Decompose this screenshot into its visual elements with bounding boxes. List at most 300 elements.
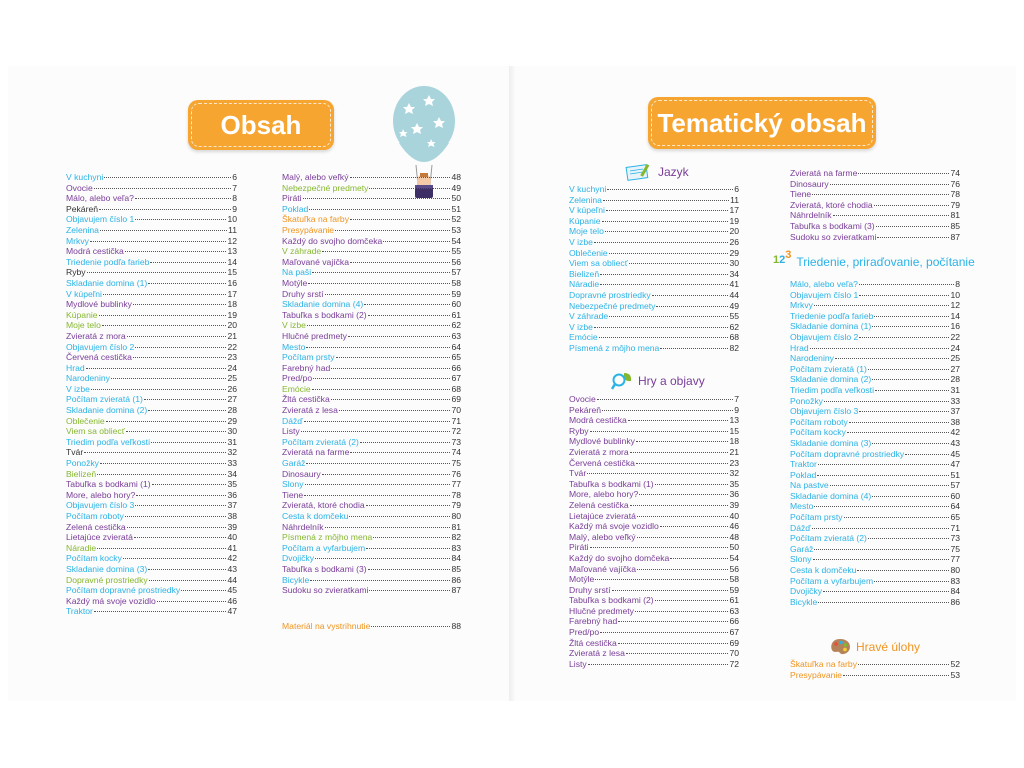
toc-entry-title: Náradie	[66, 542, 97, 553]
left-page	[8, 66, 509, 701]
toc-entry-title: Narodeniny	[66, 373, 110, 384]
toc-entry-page: 56	[729, 563, 739, 574]
toc-entry-title: Na paši	[282, 267, 312, 278]
toc-leader-dots	[157, 601, 227, 602]
toc-leader-dots	[91, 389, 227, 390]
toc-entry	[282, 204, 461, 215]
toc-entry	[66, 532, 237, 543]
toc-leader-dots	[868, 369, 950, 370]
toc-entry	[66, 214, 237, 225]
toc-entry-title: Triedenie podľa farieb	[790, 310, 874, 321]
toc-entry	[790, 523, 960, 534]
toc-entry-page: 6	[734, 184, 739, 194]
magnifier-leaf-icon	[611, 371, 633, 391]
toc-entry-title: Náradie	[569, 279, 600, 290]
toc-leader-dots	[618, 643, 729, 644]
toc-leader-dots	[652, 295, 729, 296]
toc-entry-page: 87	[451, 585, 461, 596]
toc-entry-title: Bielizeň	[66, 468, 97, 479]
toc-entry	[282, 236, 461, 247]
toc-entry	[66, 437, 237, 448]
page-title-tematicky: Tematický obsah	[657, 107, 867, 138]
toc-entry-title: Zvieratá na farme	[790, 168, 858, 178]
toc-entry-title: Zvieratá z lesa	[569, 648, 625, 659]
toc-leader-dots	[135, 198, 231, 199]
toc-entry-page: 11	[228, 224, 237, 235]
toc-entry-page: 37	[227, 500, 237, 511]
toc-entry	[66, 352, 237, 363]
toc-entry-page: 14	[950, 310, 960, 321]
toc-entry-title: Dvojičky	[790, 586, 822, 597]
toc-leader-dots	[304, 421, 451, 422]
toc-entry	[790, 554, 960, 565]
toc-entry	[790, 544, 960, 555]
toc-entry	[790, 290, 960, 301]
toc-entry-title: Mesto	[790, 501, 814, 512]
toc-entry	[790, 470, 960, 481]
toc-entry-page: 30	[729, 258, 739, 269]
toc-leader-dots	[350, 177, 451, 178]
toc-entry	[282, 564, 461, 575]
toc-entry-title: Nebezpečné predmety	[569, 300, 656, 311]
toc-leader-dots	[874, 316, 949, 317]
toc-entry-page: 7	[734, 394, 739, 404]
toc-list-triedenie	[790, 279, 960, 607]
toc-entry-title: Ovocie	[66, 182, 93, 193]
toc-leader-dots	[325, 527, 451, 528]
toc-entry	[66, 426, 237, 437]
toc-leader-dots	[594, 242, 729, 243]
toc-leader-dots	[306, 347, 450, 348]
toc-entry-title: Každý má svoje vozidlo	[569, 521, 659, 532]
toc-leader-dots	[602, 410, 733, 411]
toc-leader-dots	[133, 304, 227, 305]
toc-entry-page: 61	[729, 595, 739, 606]
toc-entry	[569, 237, 739, 248]
toc-entry	[66, 564, 237, 575]
toc-entry-title: Skladanie domina (3)	[790, 437, 872, 448]
toc-entry-title: Zelená cestička	[66, 521, 126, 532]
toc-entry-title: Sudoku so zvieratkami	[282, 585, 369, 596]
toc-entry-page: 47	[950, 459, 960, 470]
toc-leader-dots	[303, 198, 451, 199]
toc-entry-title: V záhrade	[282, 246, 322, 257]
toc-entry	[790, 459, 960, 470]
toc-entry	[569, 184, 739, 195]
toc-leader-dots	[859, 337, 949, 338]
toc-entry	[790, 480, 960, 491]
toc-entry-page: 12	[227, 235, 237, 246]
toc-leader-dots	[90, 241, 227, 242]
toc-leader-dots	[818, 602, 949, 603]
toc-entry-page: 17	[227, 288, 237, 299]
toc-entry	[282, 469, 461, 480]
toc-entry	[66, 585, 237, 596]
toc-entry	[790, 232, 960, 243]
toc-entry	[282, 416, 461, 427]
toc-entry-page: 17	[729, 205, 739, 216]
toc-entry	[790, 427, 960, 438]
toc-entry-page: 38	[950, 416, 960, 427]
toc-entry	[790, 438, 960, 449]
toc-entry	[282, 363, 461, 374]
toc-entry	[66, 246, 237, 257]
numbers-icon: 123	[773, 249, 792, 266]
toc-entry-page: 86	[451, 574, 461, 585]
toc-entry	[66, 225, 237, 236]
toc-leader-dots	[872, 326, 949, 327]
toc-leader-dots	[366, 548, 450, 549]
toc-entry	[790, 565, 960, 576]
toc-entry	[282, 299, 461, 310]
toc-entry-page: 69	[729, 637, 739, 648]
toc-entry-page: 78	[451, 489, 461, 500]
toc-entry	[66, 522, 237, 533]
toc-entry-page: 87	[950, 231, 960, 242]
toc-leader-dots	[97, 548, 226, 549]
toc-leader-dots	[383, 241, 450, 242]
toc-entry-page: 30	[227, 426, 237, 437]
toc-entry-title: V izbe	[569, 321, 593, 332]
toc-leader-dots	[136, 495, 226, 496]
toc-entry	[569, 311, 739, 322]
toc-entry-title: Cesta k domčeku	[790, 565, 857, 576]
toc-leader-dots	[103, 294, 226, 295]
toc-entry-page: 67	[451, 373, 461, 384]
toc-entry-page: 72	[451, 426, 461, 437]
toc-entry-page: 8	[232, 193, 237, 204]
section-title-hrave: Hravé úlohy	[856, 640, 921, 654]
toc-entry-page: 62	[451, 320, 461, 331]
toc-entry	[569, 638, 739, 649]
toc-entry-title: Hlučné predmety	[282, 330, 347, 341]
toc-entry	[790, 364, 960, 375]
toc-entry	[569, 415, 739, 426]
toc-leader-dots	[102, 325, 227, 326]
toc-leader-dots	[656, 306, 728, 307]
toc-entry-title: Počítam zvieratá (2)	[790, 533, 867, 544]
toc-entry-page: 13	[729, 415, 739, 426]
toc-entry-page: 9	[734, 404, 739, 415]
toc-entry-title: Narodeniny	[790, 353, 834, 364]
toc-entry-page: 35	[227, 479, 237, 490]
toc-entry-title: Cesta k domčeku	[282, 511, 349, 521]
toc-leader-dots	[335, 230, 450, 231]
toc-leader-dots	[847, 432, 950, 433]
toc-entry-page: 54	[729, 552, 739, 563]
toc-entry	[282, 214, 461, 225]
toc-entry	[66, 405, 237, 416]
toc-entry-title: Počítam zvieratá (2)	[282, 436, 359, 447]
toc-entry-title: Tiene	[282, 489, 304, 500]
toc-entry-page: 79	[950, 199, 960, 210]
toc-entry	[282, 310, 461, 321]
toc-entry-page: 29	[729, 247, 739, 258]
toc-entry-title: Počítam roboty	[66, 511, 124, 521]
toc-entry-page: 57	[950, 480, 960, 491]
toc-leader-dots	[636, 441, 729, 442]
toc-entry-page: 21	[227, 330, 237, 341]
toc-entry	[66, 267, 237, 278]
toc-leader-dots	[872, 496, 949, 497]
toc-entry	[569, 521, 739, 532]
toc-entry-page: 12	[950, 300, 960, 311]
toc-entry	[569, 279, 739, 290]
toc-entry-title: Triedim podľa veľkosti	[790, 384, 874, 395]
toc-entry-title: Lietajúce zvieratá	[66, 532, 133, 543]
toc-entry-title: Dvojičky	[282, 553, 314, 564]
toc-entry-title: Mrkvy	[790, 300, 813, 311]
toc-entry	[282, 352, 461, 363]
toc-leader-dots	[655, 484, 729, 485]
toc-entry-page: 19	[227, 309, 237, 320]
toc-entry-page: 53	[950, 669, 960, 680]
toc-entry	[66, 416, 237, 427]
toc-entry-title: V izbe	[282, 320, 306, 331]
toc-entry	[282, 426, 461, 437]
toc-entry	[66, 278, 237, 289]
toc-entry	[790, 501, 960, 512]
toc-entry	[66, 575, 237, 586]
toc-leader-dots	[872, 379, 949, 380]
toc-entry-title: Materiál na vystrihnutie	[282, 621, 371, 631]
toc-entry-page: 45	[227, 585, 237, 596]
toc-entry-title: Ovocie	[569, 394, 596, 404]
toc-entry-page: 22	[227, 341, 237, 352]
toc-leader-dots	[830, 184, 950, 185]
toc-entry	[569, 489, 739, 500]
toc-entry	[66, 320, 237, 331]
toc-leader-dots	[859, 411, 949, 412]
toc-entry-title: Piráti	[282, 193, 302, 204]
toc-entry-title: Triedenie podľa farieb	[66, 256, 150, 267]
toc-leader-dots	[600, 632, 728, 633]
toc-entry-title: Skladanie domina (4)	[282, 299, 364, 310]
title-badge-tematicky	[648, 97, 876, 149]
toc-leader-dots	[858, 664, 949, 665]
toc-entry-title: Zvieratá z lesa	[282, 405, 338, 416]
toc-entry-page: 65	[950, 512, 960, 523]
toc-entry	[66, 363, 237, 374]
toc-entry-title: Zelenina	[569, 194, 602, 205]
toc-entry-page: 21	[729, 446, 739, 457]
toc-entry-page: 20	[227, 320, 237, 331]
toc-entry	[790, 659, 960, 670]
toc-entry-page: 28	[227, 405, 237, 416]
toc-leader-dots	[104, 177, 231, 178]
toc-leader-dots	[606, 210, 728, 211]
toc-leader-dots	[325, 294, 451, 295]
toc-entry	[790, 449, 960, 460]
toc-list-jazyk	[569, 184, 739, 354]
toc-entry	[66, 500, 237, 511]
toc-leader-dots	[824, 401, 949, 402]
toc-entry	[569, 627, 739, 638]
toc-leader-dots	[812, 528, 950, 529]
toc-entry	[790, 300, 960, 311]
toc-entry-page: 64	[950, 501, 960, 512]
toc-entry	[569, 595, 739, 606]
toc-entry-page: 60	[451, 299, 461, 310]
toc-leader-dots	[307, 325, 451, 326]
toc-entry-title: Maľované vajíčka	[282, 256, 349, 267]
toc-entry	[66, 310, 237, 321]
toc-entry	[66, 447, 237, 458]
toc-entry-page: 51	[451, 203, 461, 214]
toc-entry-title: Lietajúce zvieratá	[569, 510, 636, 521]
toc-entry-page: 55	[451, 246, 461, 257]
toc-entry-title: Modrá cestička	[66, 246, 124, 257]
title-badge-obsah	[188, 100, 334, 150]
toc-entry-title: Dopravné prostriedky	[569, 289, 651, 300]
toc-entry	[66, 342, 237, 353]
toc-entry-title: Maľované vajíčka	[569, 563, 636, 574]
toc-entry	[569, 269, 739, 280]
toc-leader-dots	[835, 358, 949, 359]
toc-entry	[282, 257, 461, 268]
toc-entry	[66, 289, 237, 300]
toc-entry-page: 18	[227, 299, 237, 310]
toc-leader-dots	[629, 263, 728, 264]
toc-entry-title: Písmená z môjho mena	[569, 342, 660, 353]
toc-entry-title: Náhrdelník	[790, 210, 832, 221]
toc-leader-dots	[655, 600, 729, 601]
toc-leader-dots	[148, 283, 226, 284]
toc-entry-title: More, alebo hory?	[66, 489, 136, 500]
toc-leader-dots	[149, 580, 227, 581]
toc-entry-title: Druhy srstí	[569, 584, 611, 595]
toc-leader-dots	[590, 431, 729, 432]
toc-entry-title: Skladanie domina (4)	[790, 490, 872, 501]
toc-leader-dots	[310, 580, 450, 581]
toc-entry-title: Pekáreň	[66, 203, 99, 214]
toc-leader-dots	[600, 284, 728, 285]
toc-entry	[569, 216, 739, 227]
toc-leader-dots	[810, 348, 950, 349]
toc-entry-title: Žltá cestička	[569, 637, 617, 648]
toc-entry-title: Tvár	[569, 468, 587, 479]
toc-leader-dots	[814, 549, 949, 550]
toc-leader-dots	[877, 237, 949, 238]
toc-entry	[66, 193, 237, 204]
toc-entry-title: Počítam roboty	[790, 416, 848, 427]
toc-entry-page: 83	[950, 575, 960, 586]
toc-entry-title: Dinosaury	[790, 178, 829, 189]
toc-entry-page: 16	[950, 321, 960, 332]
toc-leader-dots	[814, 506, 949, 507]
toc-list-hrave	[790, 659, 960, 680]
toc-leader-dots	[100, 230, 227, 231]
toc-leader-dots	[812, 194, 949, 195]
toc-entry	[66, 204, 237, 215]
toc-entry-title: Počítam a vyfarbujem	[282, 542, 366, 553]
toc-entry-page: 80	[950, 565, 960, 576]
toc-leader-dots	[594, 327, 729, 328]
toc-entry	[790, 385, 960, 396]
toc-entry-title: Na pastve	[790, 480, 829, 491]
toc-leader-dots	[371, 626, 450, 627]
toc-entry-page: 54	[451, 235, 461, 246]
toc-leader-dots	[818, 464, 950, 465]
toc-entry-page: 33	[227, 458, 237, 469]
toc-entry-title: Sudoku so zvieratkami	[790, 231, 877, 242]
toc-entry-title: Každý má svoje vozidlo	[66, 595, 156, 606]
toc-entry-page: 62	[729, 321, 739, 332]
toc-entry-page: 10	[227, 214, 237, 225]
toc-entry	[790, 179, 960, 190]
toc-leader-dots	[637, 537, 729, 538]
toc-entry-title: Počítam dopravné prostriedky	[66, 585, 181, 596]
toc-leader-dots	[151, 442, 226, 443]
toc-entry-page: 11	[730, 194, 739, 205]
toc-entry	[569, 479, 739, 490]
toc-entry-page: 66	[729, 616, 739, 627]
toc-leader-dots	[605, 231, 729, 232]
toc-leader-dots	[637, 516, 729, 517]
toc-entry-page: 18	[729, 436, 739, 447]
toc-leader-dots	[106, 421, 227, 422]
toc-entry	[66, 543, 237, 554]
toc-entry	[569, 195, 739, 206]
toc-entry	[569, 248, 739, 259]
toc-entry-title: Pred/po	[569, 627, 600, 638]
toc-entry-page: 52	[451, 214, 461, 225]
toc-entry	[569, 468, 739, 479]
toc-entry-title: Bicykle	[282, 574, 310, 585]
toc-leader-dots	[597, 399, 733, 400]
toc-entry-page: 8	[955, 279, 960, 289]
toc-entry	[66, 511, 237, 522]
toc-leader-dots	[123, 558, 227, 559]
toc-entry	[569, 616, 739, 627]
toc-entry-title: Náhrdelník	[282, 521, 324, 532]
toc-entry-title: Písmená z môjho mena	[282, 532, 373, 543]
toc-entry-title: Objavujem číslo 3	[66, 500, 135, 511]
toc-entry	[66, 490, 237, 501]
toc-entry-title: Skladanie domina (1)	[790, 321, 872, 332]
toc-entry-page: 46	[227, 595, 237, 606]
toc-entry	[282, 289, 461, 300]
toc-entry	[790, 210, 960, 221]
toc-entry-page: 42	[950, 427, 960, 438]
toc-leader-dots	[868, 538, 950, 539]
toc-leader-dots	[350, 452, 450, 453]
toc-entry-title: Tabuľka s bodkami (1)	[569, 478, 654, 489]
toc-leader-dots	[97, 474, 226, 475]
toc-entry-title: Skladanie domina (1)	[66, 277, 148, 288]
toc-entry-page: 83	[451, 542, 461, 553]
toc-entry-page: 63	[451, 330, 461, 341]
toc-entry-page: 52	[950, 659, 960, 669]
toc-entry-title: Malý, alebo veľký	[569, 531, 636, 542]
toc-entry-title: Skladanie domina (3)	[66, 563, 148, 574]
toc-entry	[282, 458, 461, 469]
toc-entry	[282, 621, 461, 632]
toc-leader-dots	[125, 251, 227, 252]
toc-leader-dots	[84, 452, 226, 453]
toc-entry-title: Bielizeň	[569, 268, 600, 279]
toc-entry-page: 63	[729, 605, 739, 616]
toc-entry-title: V kuchyni	[66, 172, 104, 182]
toc-leader-dots	[369, 590, 450, 591]
toc-entry-title: Tabuľka s bodkami (2)	[569, 595, 654, 606]
toc-entry-page: 80	[451, 511, 461, 521]
toc-entry	[66, 553, 237, 564]
toc-entry-page: 34	[227, 468, 237, 479]
toc-leader-dots	[636, 463, 729, 464]
toc-entry	[569, 447, 739, 458]
toc-entry-title: Tabuľka s bodkami (3)	[282, 563, 367, 574]
